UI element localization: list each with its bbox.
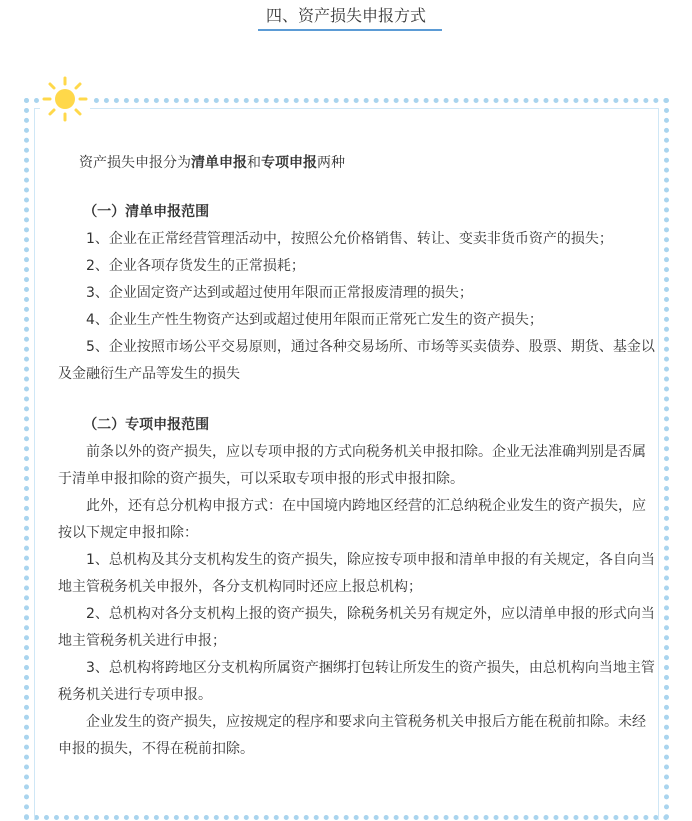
section2-paragraph: 1、总机构及其分支机构发生的资产损失，除应按专项申报和清单申报的有关规定，各自向当地主管税务机关申报外，各分支机构同时还应上报总机构；	[58, 552, 655, 595]
section2-paragraph: 3、总机构将跨地区分支机构所属资产捆绑打包转让所发生的资产损失，由总机构向当地主管税务机关进行专项申报。	[58, 660, 655, 703]
intro-bold-special: 专项申报	[261, 155, 317, 171]
section1-item: 1、企业在正常经营管理活动中，按照公允价格销售、转让、变卖非货币资产的损失；	[86, 231, 613, 247]
section2-title: （二）专项申报范围	[83, 417, 210, 433]
section2-paragraph: 前条以外的资产损失，应以专项申报的方式向税务机关申报扣除。企业无法准确判别是否属于清单申报扣除的资产损失，可以采取专项申报的形式申报扣除。	[58, 444, 646, 487]
section2-paragraph: 此外，还有总分机构申报方式：在中国境内跨地区经营的汇总纳税企业发生的资产损失，应按以下规定申报扣除：	[58, 498, 646, 541]
section1-title: （一）清单申报范围	[83, 204, 210, 220]
intro-bold-list: 清单申报	[191, 155, 247, 171]
section2-paragraph: 企业发生的资产损失，应按规定的程序和要求向主管税务机关申报后方能在税前扣除。未经申报的损失，不得在税前扣除。	[58, 714, 646, 757]
section1-item: 5、企业按照市场公平交易原则，通过各种交易场所、市场等买卖债券、股票、期货、基金以及金融衍生产品等发生的损失	[58, 339, 655, 382]
intro-paragraph	[58, 150, 658, 177]
intro-mid: 和	[247, 155, 261, 171]
article-body	[58, 150, 658, 763]
section1-item: 3、企业固定资产达到或超过使用年限而正常报废清理的损失；	[86, 285, 473, 301]
intro-prefix: 资产损失申报分为	[79, 155, 191, 171]
section1-item: 2、企业各项存货发生的正常损耗；	[86, 258, 305, 274]
section2-paragraph: 2、总机构对各分支机构上报的资产损失，除税务机关另有规定外，应以清单申报的形式向当地主管税务机关进行申报；	[58, 606, 655, 649]
heading-underline	[258, 29, 442, 31]
sun-icon	[40, 74, 90, 124]
section1-item: 4、企业生产性生物资产达到或超过使用年限而正常死亡发生的资产损失；	[86, 312, 543, 328]
intro-suffix: 两种	[317, 155, 345, 171]
section-heading: 四、资产损失申报方式	[265, 6, 426, 25]
